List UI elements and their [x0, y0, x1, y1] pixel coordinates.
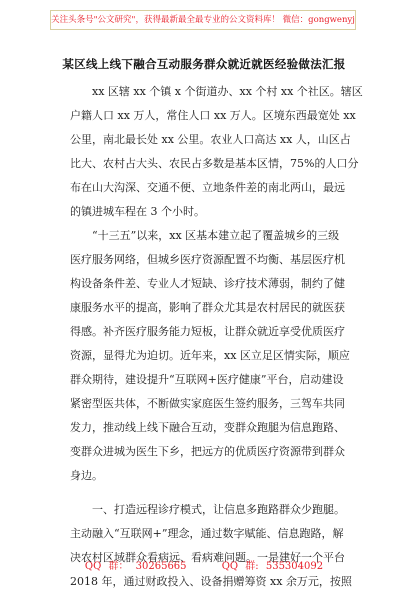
text-line: “十三五”以来，xx 区基本建立起了覆盖城乡的三级	[92, 229, 340, 242]
text-line: 医疗服务网络，但城乡医疗资源配置不均衡、基层医疗机	[70, 253, 345, 266]
text-line: 公里，南北最长处 xx 公里。农业人口高达 xx 人，山区占	[70, 133, 351, 146]
promo-banner: 关注头条号"公文研究"，获得最新最全最专业的公文资料库！ 微信：gongwenyj	[50, 10, 356, 30]
document-title: 某区线上线下融合互动服务群众就近就医经验做法汇报	[62, 57, 346, 71]
text-line: 2018 年，通过财政投入、设备捐赠筹资 xx 余万元，按照	[70, 575, 352, 588]
qq-group-2: QQ 群: 535304092	[221, 561, 324, 572]
text-line: 比大、农村占大头、农民占多数是基本区情，75%的人口分	[70, 157, 359, 170]
text-line: 的镇进城车程在 3 个小时。	[70, 205, 205, 218]
section-heading: 一、打造远程诊疗模式，让信息多跑路群众少跑腿。	[92, 503, 345, 516]
text-line: 变群众进城为医生下乡，把远方的优质医疗资源带到群众	[70, 445, 345, 458]
contact-footer	[0, 557, 408, 572]
text-line: xx 区辖 xx 个镇 x 个街道办、xx 个村 xx 个社区。辖区	[92, 85, 363, 98]
text-line: 发力，推动线上线下融合互动，变群众跑腿为信息跑路、	[70, 421, 345, 434]
text-line: 身边。	[70, 469, 103, 482]
text-line: 主动融入“互联网+”理念，通过数字赋能、信息跑路，解	[70, 527, 344, 540]
text-line: 构设备条件差、专业人才短缺、诊疗技术薄弱，制约了健	[70, 277, 345, 290]
text-line: 决农村区域群众看病远、看病难问题。一是建好一个平台	[70, 551, 345, 564]
qq-group-1: QQ 群： 30265665	[84, 561, 187, 572]
text-line: 户籍人口 xx 万人，常住人口 xx 万人。区境东西最宽处 xx	[70, 109, 356, 122]
text-line: 布在山大沟深、交通不便、立地条件差的南北两山，最远	[70, 181, 345, 194]
text-line: 得感。补齐医疗服务能力短板，让群众就近享受优质医疗	[70, 325, 345, 338]
text-line: 紧密型医共体，不断做实家庭医生签约服务，三驾车共同	[70, 397, 345, 410]
text-line: 资源，显得尤为迫切。近年来，xx 区立足区情实际，顺应	[70, 349, 350, 362]
text-line: 群众期待，建设提升“互联网+医疗健康”平台，启动建设	[70, 373, 344, 386]
document-body	[70, 80, 363, 594]
text-line: 康服务水平的提高，影响了群众尤其是农村居民的就医获	[70, 301, 345, 314]
